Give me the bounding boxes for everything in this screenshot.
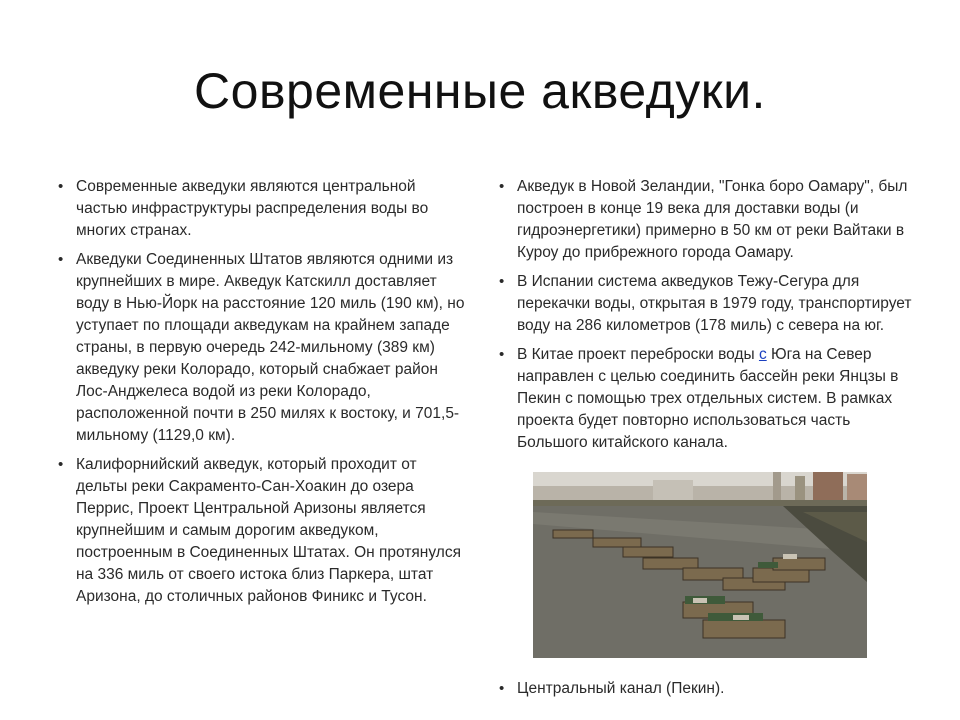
right-bullet-3-text-b: Юга на Север направлен с целью соединить бассейн реки Янцзы в Пекин с помощью трех отдельных систем. В рамках проекта будет повторно использоваться часть Большого китайского канала. <box>517 346 899 451</box>
right-bullet-list <box>497 176 922 454</box>
canal-photo <box>533 472 867 658</box>
right-bullet-1: • Акведук в Новой Зеландии, "Гонка боро Оамару", был построен в конце 19 века для доставки воды (и гидроэнергетики) примерно в 50 км от реки Вайтаки в Куроу до прибрежного города Оамару. <box>497 176 922 264</box>
right-bullet-3-text-a: В Китае проект переброски воды <box>517 346 759 363</box>
left-bullet-1: • Современные акведуки являются центральной частью инфраструктуры распределения воды во многих странах. <box>56 176 466 242</box>
caption-item <box>497 678 922 707</box>
right-bullet-3 <box>497 344 922 454</box>
left-bullet-2: • Акведуки Соединенных Штатов являются одними из крупнейших в мире. Акведук Катскилл доставляет воду в Нью-Йорк на расстояние 120 миль (190 км), но уступает по площади акведукам на крайнем западе страны, в первую очередь 242-мильному (389 км) акведуку реки Колорадо, который снабжает район Лос-Анджелеса водой из реки Колорадо, расположенной почти в 250 милях к востоку, и 701,5-мильному (1129,0 км). <box>56 249 466 447</box>
right-column <box>497 176 922 461</box>
left-bullet-3: • Калифорнийский акведук, который проходит от дельты реки Сакраменто-Сан-Хоакин до озера Перрис, Проект Центральной Аризоны является крупнейшим и самым дорогим акведуком, построенным в Соединенных Штатах. Он протянулся на 336 миль от своего истока близ Паркера, штат Аризона, до столичных районов Финикс и Тусон. <box>56 454 466 608</box>
left-column <box>56 176 466 615</box>
left-bullet-list <box>56 176 466 608</box>
slide-title: Современные акведуки. <box>194 63 766 119</box>
hyperlink[interactable]: с <box>758 346 767 363</box>
canal-photo-illustration <box>533 472 867 658</box>
caption-bullet: • Центральный канал (Пекин). <box>497 678 922 700</box>
right-bullet-2: • В Испании система акведуков Тежу-Сегура для перекачки воды, открытая в 1979 году, транспортирует воду на 286 километров (178 миль) с севера на юг. <box>497 271 922 337</box>
